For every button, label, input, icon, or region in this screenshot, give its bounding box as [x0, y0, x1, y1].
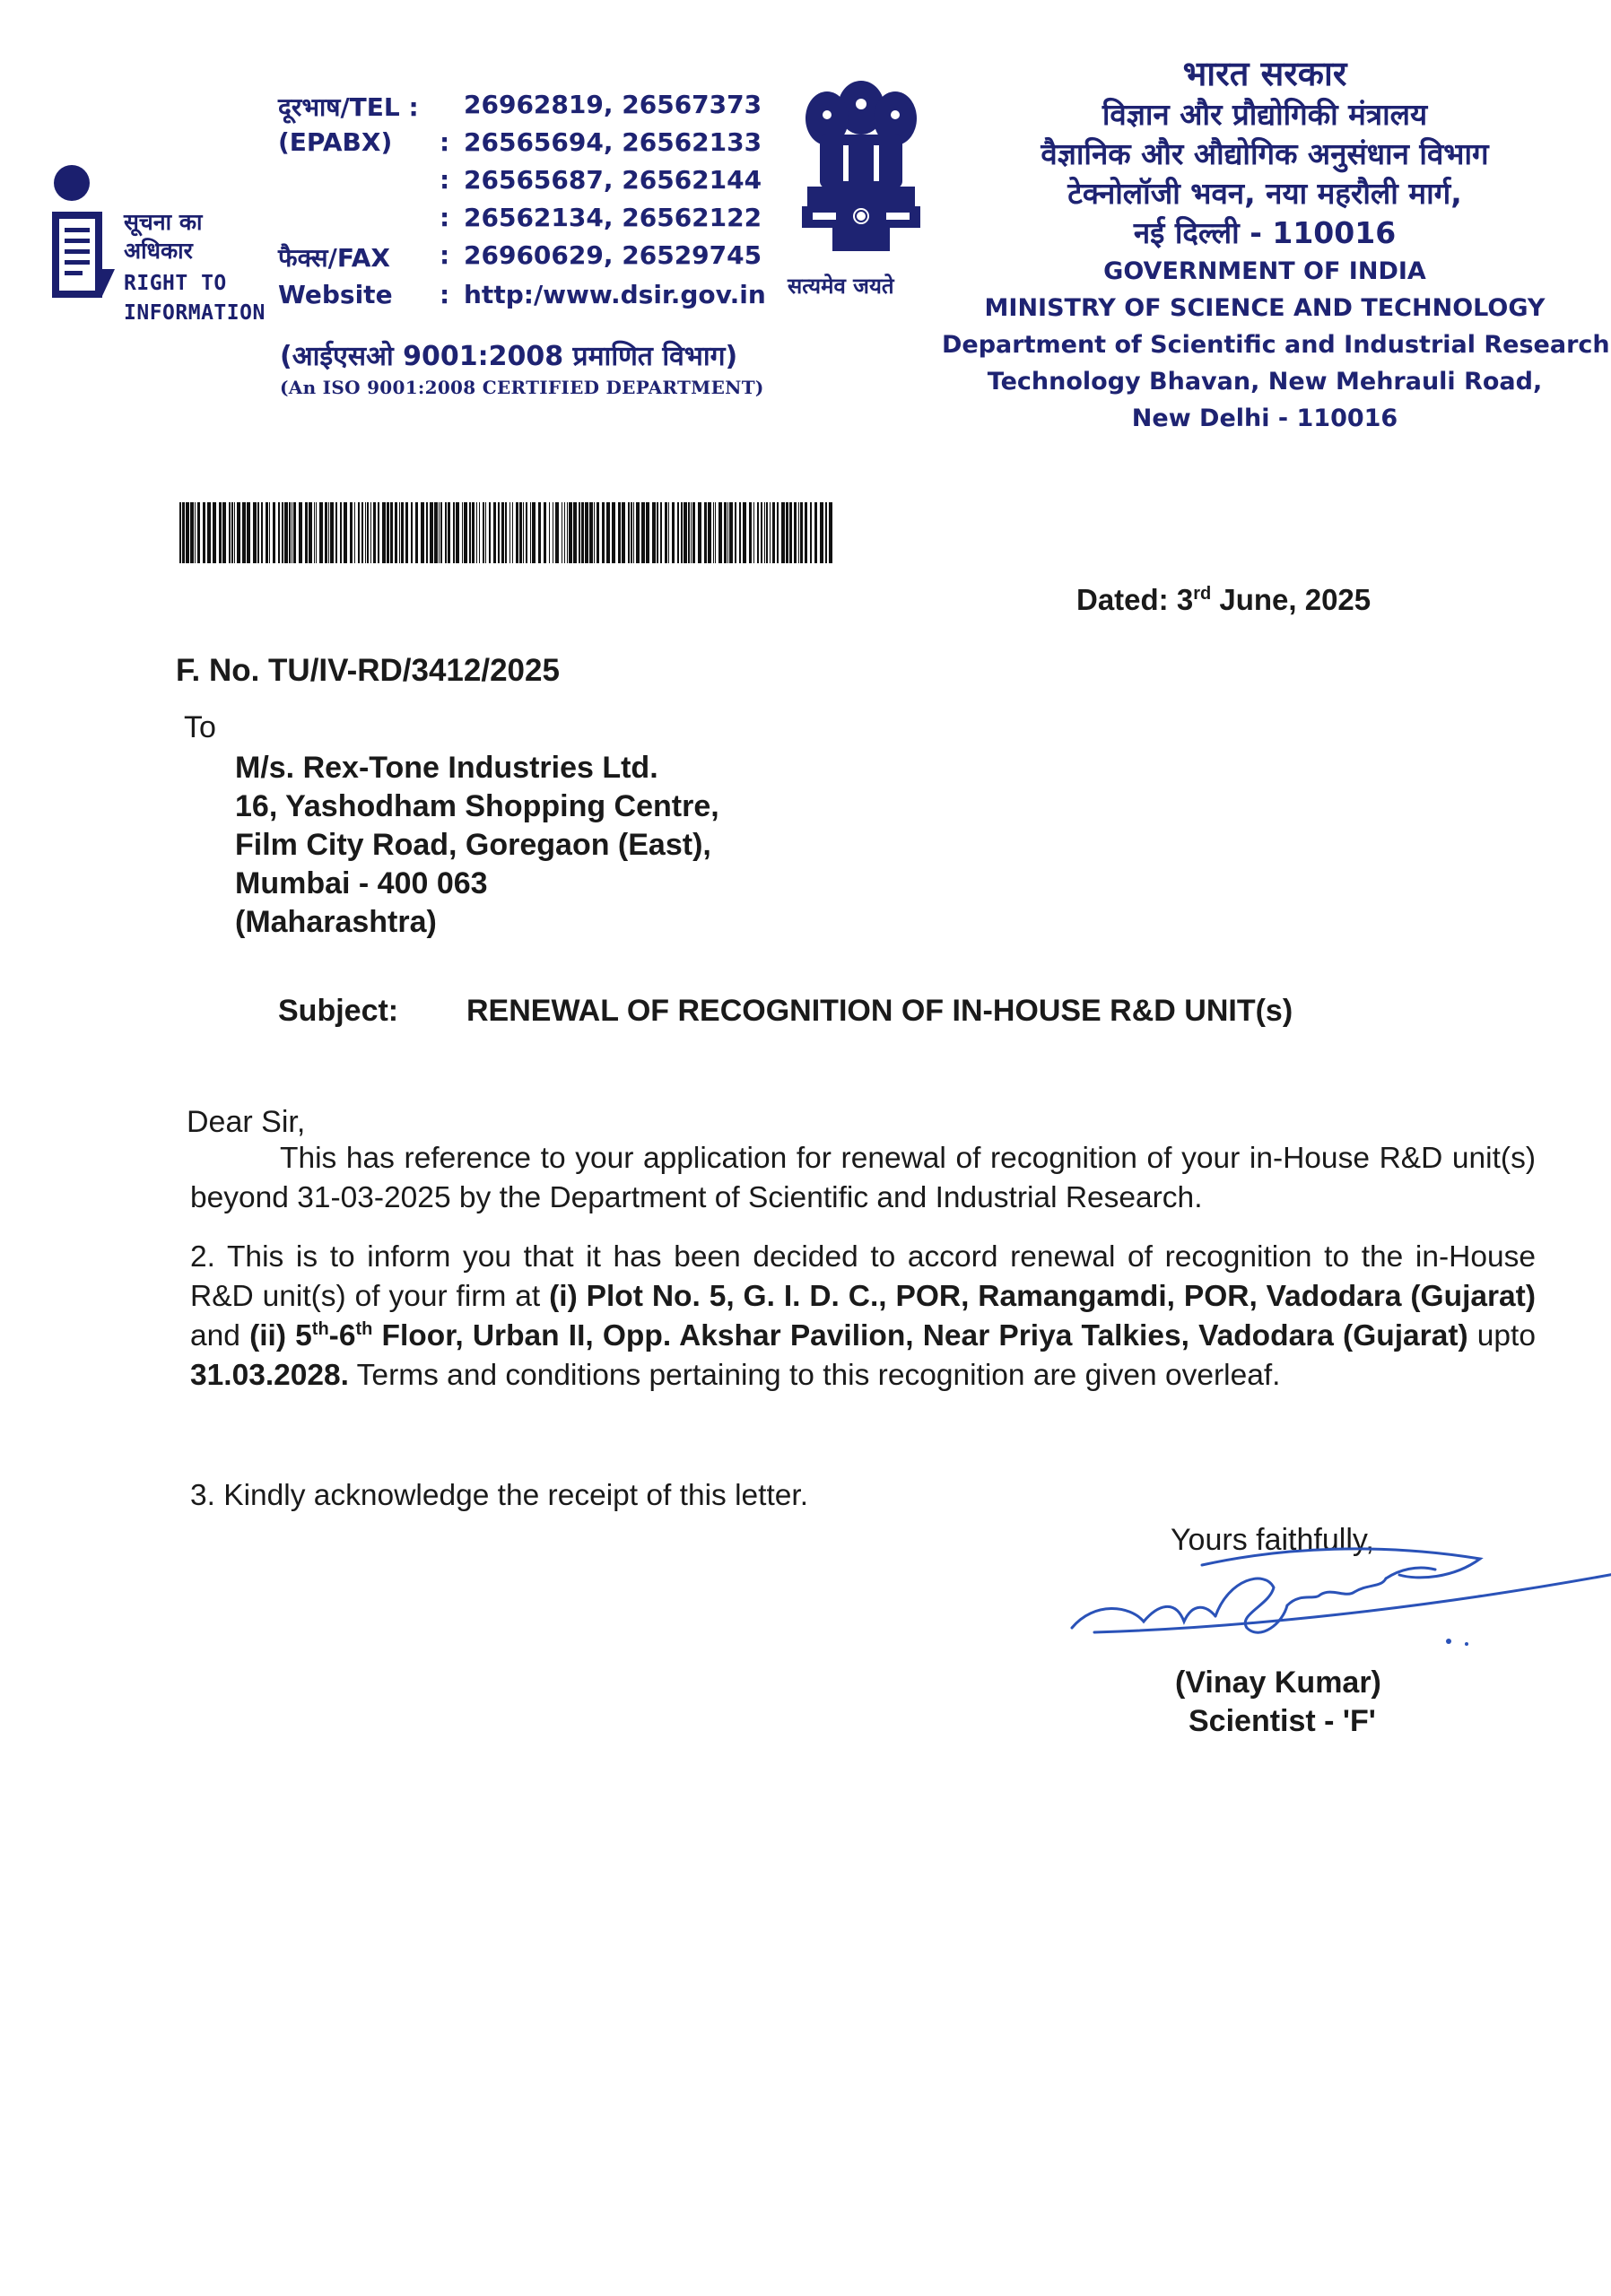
barcode-bar	[743, 502, 746, 563]
barcode-bar	[289, 502, 291, 563]
unit-address-2	[249, 1319, 1468, 1352]
subject-line	[278, 994, 1293, 1029]
barcode-bar	[358, 502, 360, 563]
barcode-bar	[219, 502, 222, 563]
barcode-bar	[567, 502, 568, 563]
barcode-bar	[266, 502, 268, 563]
address-line: M/s. Rex-Tone Industries Ltd.	[235, 751, 658, 785]
ministry-header	[942, 52, 1610, 437]
barcode-bar	[516, 502, 518, 563]
rti-english-line2: INFORMATION	[124, 301, 266, 325]
barcode-bar	[253, 502, 257, 563]
rti-icon	[45, 161, 126, 314]
barcode-bar	[426, 502, 428, 563]
barcode-bar	[798, 502, 799, 563]
barcode-bar	[464, 502, 467, 563]
website-label: Website	[278, 280, 393, 309]
barcode-bar	[395, 502, 397, 563]
emblem-motto: सत्यमेव जयते	[788, 274, 894, 299]
unit-address-2-part: -6	[328, 1319, 356, 1352]
barcode-bar	[309, 502, 312, 563]
ordinal-suffix: th	[311, 1318, 329, 1339]
barcode-bar	[448, 502, 450, 563]
barcode-bar	[688, 502, 690, 563]
barcode-bar	[489, 502, 491, 563]
barcode-bar	[483, 502, 484, 563]
unit-address-2-part: (ii) 5	[249, 1319, 312, 1352]
barcode-bar	[585, 502, 588, 563]
to-label: To	[184, 710, 216, 744]
barcode-bar	[810, 502, 812, 563]
barcode-bar	[179, 502, 181, 563]
signatory-designation: Scientist - 'F'	[1189, 1704, 1376, 1738]
fax-label: फैक्स/FAX	[278, 243, 391, 273]
barcode-bar	[316, 502, 317, 563]
colon: :	[440, 127, 450, 157]
colon: :	[440, 165, 450, 195]
signature	[1058, 1516, 1611, 1677]
date-rest: June, 2025	[1211, 583, 1372, 616]
barcode-bar	[284, 502, 288, 563]
barcode-bar	[519, 502, 522, 563]
barcode-bar	[234, 502, 235, 563]
barcode-bar	[602, 502, 605, 563]
barcode-bar	[713, 502, 714, 563]
barcode-bar	[727, 502, 728, 563]
ministry-hindi-line2: विज्ञान और प्रौद्योगिकी मंत्रालय	[1102, 97, 1428, 132]
barcode-bar	[665, 502, 667, 563]
barcode-bar	[505, 502, 507, 563]
barcode-bar	[573, 502, 577, 563]
ministry-english-line5: New Delhi - 110016	[1131, 404, 1398, 432]
barcode-bar	[532, 502, 536, 563]
barcode-bar	[401, 502, 404, 563]
barcode-bar	[439, 502, 440, 563]
barcode-bar	[589, 502, 593, 563]
barcode-bar	[749, 502, 752, 563]
barcode-bar	[636, 502, 640, 563]
barcode-bar	[718, 502, 722, 563]
unit-address-1: (i) Plot No. 5, G. I. D. C., POR, Ramangamdi, POR, Vadodara (Gujarat)	[549, 1280, 1536, 1313]
date-label: Dated: 3	[1076, 583, 1194, 616]
barcode-bar	[668, 502, 669, 563]
barcode-bar	[672, 502, 675, 563]
barcode-bar	[789, 502, 792, 563]
barcode-bar	[469, 502, 471, 563]
barcode-bar	[186, 502, 189, 563]
barcode-bar	[278, 502, 280, 563]
colon: :	[440, 280, 450, 309]
unit-address-2-part: Floor, Urban II, Opp. Akshar Pavilion, Near Priya Talkies, Vadodara (Gujarat)	[372, 1319, 1468, 1352]
barcode-bar	[704, 502, 707, 563]
subject-text: RENEWAL OF RECOGNITION OF IN-HOUSE R&D UNIT(s)	[466, 994, 1293, 1028]
barcode-bar	[549, 502, 550, 563]
signatory-name: (Vinay Kumar)	[1175, 1665, 1381, 1700]
barcode-bar	[314, 502, 315, 563]
barcode-bar	[399, 502, 400, 563]
iso-certification-english: (An ISO 9001:2008 CERTIFIED DEPARTMENT)	[280, 377, 764, 398]
recipient-address	[235, 749, 719, 942]
barcode-bar	[729, 502, 733, 563]
barcode-bar	[770, 502, 771, 563]
barcode-bar	[814, 502, 817, 563]
barcode-bar	[800, 502, 803, 563]
barcode-bar	[242, 502, 246, 563]
ministry-english-line1: GOVERNMENT OF INDIA	[1103, 257, 1426, 285]
barcode-bar	[757, 502, 759, 563]
ministry-english-line3: Department of Scientific and Industrial Research	[942, 331, 1610, 359]
barcode-bar	[293, 502, 296, 563]
colon: :	[440, 203, 450, 232]
barcode-bar	[652, 502, 656, 563]
barcode-bar	[456, 502, 459, 563]
barcode-bar	[273, 502, 275, 563]
barcode-bar	[378, 502, 379, 563]
barcode-bar	[354, 502, 355, 563]
barcode-bar	[299, 502, 302, 563]
barcode-bar	[526, 502, 527, 563]
barcode-bar	[382, 502, 386, 563]
barcode-bar	[335, 502, 337, 563]
barcode-bar	[691, 502, 692, 563]
tel-numbers-2: 26565694, 26562133	[464, 127, 762, 157]
barcode-bar	[509, 502, 510, 563]
barcode-bar	[684, 502, 687, 563]
barcode-bar	[493, 502, 496, 563]
barcode-bar	[555, 502, 559, 563]
barcode-bar	[229, 502, 231, 563]
barcode-bar	[344, 502, 347, 563]
barcode-bar	[681, 502, 683, 563]
barcode-bar	[390, 502, 393, 563]
barcode-bar	[387, 502, 389, 563]
barcode-bar	[269, 502, 270, 563]
paragraph-3: 3. Kindly acknowledge the receipt of this letter.	[190, 1479, 809, 1512]
barcode-bar	[825, 502, 827, 563]
barcode	[179, 502, 834, 563]
ministry-hindi-line4: टेक्नोलॉजी भवन, नया महरौली मार्ग,	[1067, 176, 1462, 211]
barcode-bar	[411, 502, 413, 563]
barcode-bar	[569, 502, 572, 563]
barcode-bar	[261, 502, 263, 563]
barcode-bar	[485, 502, 486, 563]
iso-certification-hindi: (आईएसओ 9001:2008 प्रमाणित विभाग)	[280, 341, 738, 372]
colon: :	[440, 240, 450, 270]
validity-date: 31.03.2028.	[190, 1359, 349, 1392]
barcode-bar	[772, 502, 775, 563]
barcode-bar	[370, 502, 371, 563]
tel-label: दूरभाष/TEL :	[278, 92, 419, 122]
address-line: Mumbai - 400 063	[235, 866, 488, 900]
barcode-bar	[805, 502, 807, 563]
ministry-hindi-line5: नई दिल्ली - 110016	[1133, 215, 1397, 250]
tel-numbers-1: 26962819, 26567373	[464, 90, 762, 119]
barcode-bar	[597, 502, 599, 563]
barcode-bar	[646, 502, 649, 563]
barcode-bar	[501, 502, 504, 563]
barcode-bar	[350, 502, 353, 563]
rti-logo	[45, 161, 274, 332]
rti-hindi-line1: सूचना का	[124, 209, 203, 235]
barcode-bar	[195, 502, 196, 563]
file-number: F. No. TU/IV-RD/3412/2025	[176, 653, 560, 688]
barcode-bar	[328, 502, 329, 563]
barcode-bar	[820, 502, 823, 563]
barcode-bar	[247, 502, 250, 563]
barcode-bar	[735, 502, 736, 563]
para2-text: and	[190, 1319, 250, 1352]
barcode-bar	[330, 502, 334, 563]
barcode-bar	[606, 502, 610, 563]
barcode-bar	[479, 502, 480, 563]
rti-hindi-line2: अधिकार	[124, 238, 193, 264]
website-url[interactable]: http:/www.dsir.gov.in	[464, 280, 766, 309]
barcode-bar	[361, 502, 363, 563]
ordinal-suffix: th	[355, 1318, 373, 1339]
barcode-bar	[739, 502, 741, 563]
national-emblem-icon	[789, 72, 933, 260]
ministry-hindi-line1: भारत सरकार	[1182, 54, 1347, 93]
ministry-english-line4: Technology Bhavan, New Mehrauli Road,	[987, 368, 1543, 396]
fax-numbers: 26960629, 26529745	[464, 240, 762, 270]
barcode-bar	[692, 502, 695, 563]
barcode-bar	[764, 502, 765, 563]
barcode-bar	[641, 502, 645, 563]
rti-english-line1: RIGHT TO	[124, 272, 227, 295]
barcode-bar	[367, 502, 369, 563]
tel-numbers-4: 26562134, 26562122	[464, 203, 762, 232]
barcode-bar	[538, 502, 541, 563]
barcode-bar	[498, 502, 500, 563]
address-line: (Maharashtra)	[235, 905, 437, 939]
barcode-bar	[766, 502, 768, 563]
barcode-bar	[207, 502, 211, 563]
barcode-bar	[829, 502, 832, 563]
barcode-bar	[453, 502, 455, 563]
barcode-bar	[781, 502, 785, 563]
barcode-bar	[628, 502, 630, 563]
barcode-bar	[305, 502, 308, 563]
barcode-bar	[777, 502, 779, 563]
barcode-bar	[622, 502, 625, 563]
barcode-bar	[182, 502, 185, 563]
barcode-bar	[415, 502, 418, 563]
barcode-bar	[753, 502, 754, 563]
barcode-bar	[257, 502, 259, 563]
barcode-bar	[579, 502, 580, 563]
barcode-bar	[231, 502, 233, 563]
barcode-bar	[708, 502, 711, 563]
barcode-bar	[794, 502, 797, 563]
epabx-label: (EPABX)	[278, 127, 393, 157]
ministry-hindi-line3: वैज्ञानिक और औद्योगिक अनुसंधान विभाग	[1041, 136, 1489, 171]
barcode-bar	[523, 502, 524, 563]
barcode-bar	[564, 502, 565, 563]
barcode-bar	[197, 502, 200, 563]
barcode-bar	[325, 502, 327, 563]
barcode-bar	[698, 502, 701, 563]
barcode-bar	[462, 502, 463, 563]
barcode-bar	[190, 502, 194, 563]
barcode-bar	[581, 502, 584, 563]
paragraph-1: This has reference to your application for renewal of recognition of your in-House R&D unit(s) beyond 31-03-2025 by the Department of Scientific and Industrial Research.	[190, 1142, 1536, 1214]
barcode-bar	[445, 502, 447, 563]
barcode-bar	[237, 502, 240, 563]
salutation: Dear Sir,	[187, 1105, 306, 1139]
tel-numbers-3: 26565687, 26562144	[464, 165, 762, 195]
barcode-bar	[512, 502, 513, 563]
address-line: 16, Yashodham Shopping Centre,	[235, 789, 719, 823]
para2-text: Terms and conditions pertaining to this recognition are given overleaf.	[348, 1359, 1281, 1392]
barcode-bar	[421, 502, 424, 563]
barcode-bar	[430, 502, 433, 563]
barcode-bar	[544, 502, 546, 563]
para2-text: 2. This is to inform you that it has been decided to accord renewal of recognition to the in-House R&D unit(s) of your firm at	[190, 1240, 1536, 1313]
barcode-bar	[530, 502, 531, 563]
barcode-bar	[677, 502, 679, 563]
barcode-bar	[222, 502, 226, 563]
barcode-bar	[786, 502, 788, 563]
barcode-bar	[631, 502, 632, 563]
barcode-bar	[657, 502, 658, 563]
barcode-bar	[476, 502, 477, 563]
barcode-bar	[282, 502, 283, 563]
para2-text: upto	[1467, 1319, 1536, 1352]
barcode-bar	[472, 502, 475, 563]
barcode-bar	[213, 502, 216, 563]
barcode-bar	[594, 502, 595, 563]
closing: Yours faithfully,	[1171, 1523, 1374, 1557]
barcode-bar	[405, 502, 408, 563]
barcode-bar	[618, 502, 621, 563]
subject-label: Subject:	[278, 994, 399, 1028]
barcode-bar	[440, 502, 442, 563]
barcode-bar	[724, 502, 727, 563]
ministry-english-line2: MINISTRY OF SCIENCE AND TECHNOLOGY	[984, 294, 1546, 322]
barcode-bar	[660, 502, 662, 563]
address-line: Film City Road, Goregaon (East),	[235, 828, 711, 862]
barcode-bar	[612, 502, 615, 563]
barcode-bar	[373, 502, 376, 563]
barcode-bar	[633, 502, 634, 563]
barcode-bar	[761, 502, 762, 563]
barcode-bar	[715, 502, 716, 563]
letter-date	[1076, 583, 1371, 617]
date-suffix: rd	[1193, 584, 1212, 604]
paragraph-2	[190, 1238, 1536, 1396]
barcode-bar	[365, 502, 366, 563]
barcode-bar	[434, 502, 438, 563]
barcode-bar	[340, 502, 342, 563]
barcode-bar	[203, 502, 205, 563]
barcode-bar	[319, 502, 323, 563]
